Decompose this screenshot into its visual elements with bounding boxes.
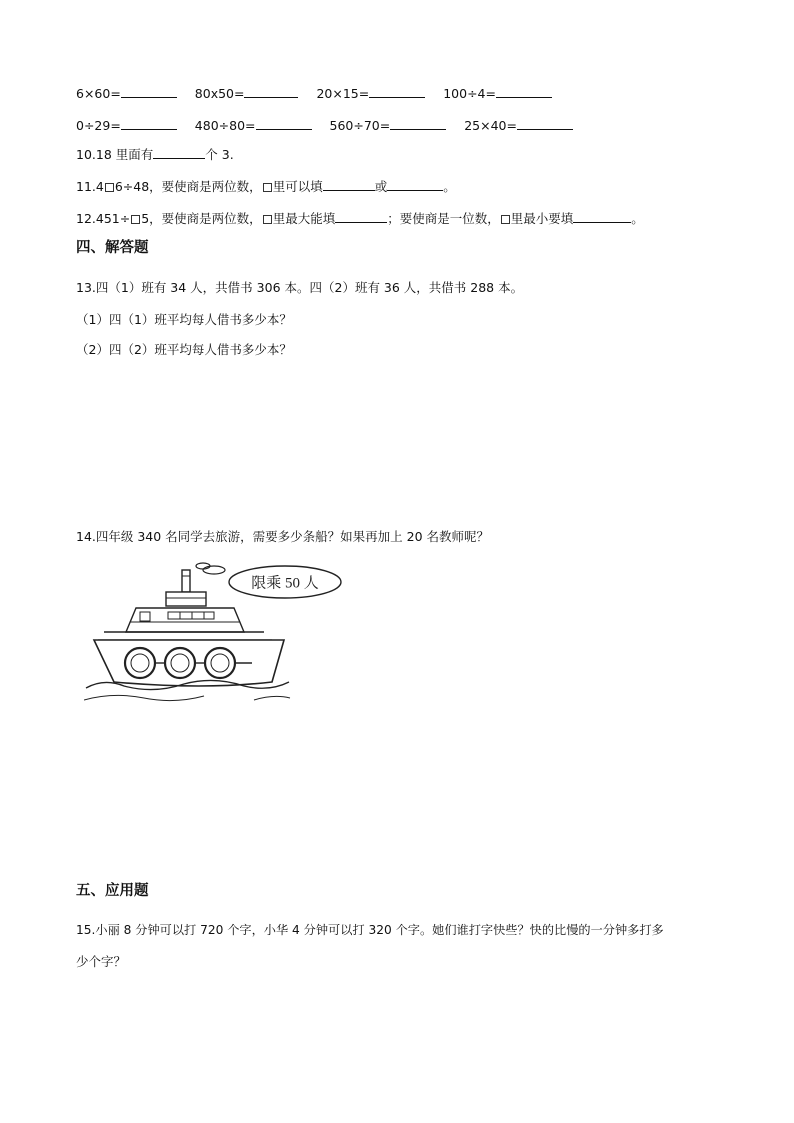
answer-blank[interactable] — [121, 117, 177, 130]
answer-blank[interactable] — [256, 117, 312, 130]
calc-row-2 — [76, 117, 573, 134]
question-11 — [76, 178, 456, 195]
question-15-line-2: 少个字？ — [76, 954, 127, 969]
answer-blank[interactable] — [244, 85, 298, 98]
question-14: 14.四年级 340 名同学去旅游，需要多少条船？如果再加上 20 名教师呢？ — [76, 529, 490, 544]
answer-blank[interactable] — [369, 85, 425, 98]
question-text: 里可以填 — [272, 179, 323, 194]
question-15-line-1: 15.小丽 8 分钟可以打 720 个字，小华 4 分钟可以打 320 个字。她们谁打字快些？快的比慢的一分钟多打多 — [76, 923, 664, 937]
question-text: 里最大能填 — [272, 211, 336, 226]
calc-item: 20×15= — [316, 86, 370, 101]
section-heading-4: 四、解答题 — [76, 240, 149, 256]
box-placeholder-icon — [105, 183, 114, 192]
calc-item: 80x50= — [194, 86, 245, 101]
answer-blank[interactable] — [390, 117, 446, 130]
answer-blank[interactable] — [323, 178, 375, 191]
question-12 — [76, 210, 644, 227]
calc-item: 0÷29= — [76, 118, 121, 133]
answer-blank[interactable] — [335, 210, 387, 223]
question-10 — [76, 146, 234, 163]
box-placeholder-icon — [131, 215, 140, 224]
answer-blank[interactable] — [121, 85, 177, 98]
question-text: 里最小要填 — [510, 211, 574, 226]
question-13-sub-2: （2）四（2）班平均每人借书多少本？ — [76, 342, 292, 357]
question-text: 。 — [443, 179, 456, 194]
calc-item: 560÷70= — [329, 118, 391, 133]
question-text: ；要使商是一位数， — [387, 211, 500, 226]
question-text: 10.18 里面有 — [76, 147, 154, 162]
answer-blank[interactable] — [153, 146, 205, 159]
question-13-sub-1: （1）四（1）班平均每人借书多少本？ — [76, 312, 292, 327]
answer-blank[interactable] — [387, 178, 443, 191]
section-heading-5: 五、应用题 — [76, 883, 149, 899]
question-text: 个 3. — [205, 147, 234, 162]
calc-item: 100÷4= — [443, 86, 496, 101]
box-placeholder-icon — [501, 215, 510, 224]
question-text: 或 — [374, 179, 388, 194]
capacity-label: 限乘 50 人 — [251, 575, 319, 592]
answer-blank[interactable] — [573, 210, 631, 223]
answer-blank[interactable] — [517, 117, 573, 130]
question-text: 11.4 — [76, 179, 104, 194]
calc-item: 6×60= — [76, 86, 121, 101]
calc-item: 480÷80= — [194, 118, 256, 133]
calc-item: 25×40= — [464, 118, 517, 133]
question-text: 6÷48，要使商是两位数， — [114, 179, 262, 194]
answer-blank[interactable] — [496, 85, 552, 98]
calc-row-1 — [76, 85, 552, 102]
question-13: 13.四（1）班有 34 人，共借书 306 本。四（2）班有 36 人，共借书 288 本。 — [76, 280, 524, 295]
question-text: 5，要使商是两位数， — [141, 211, 262, 226]
question-text: 12.451÷ — [76, 211, 131, 226]
ship-illustration — [84, 560, 354, 710]
box-placeholder-icon — [263, 183, 272, 192]
question-text: 。 — [631, 211, 644, 226]
box-placeholder-icon — [263, 215, 272, 224]
